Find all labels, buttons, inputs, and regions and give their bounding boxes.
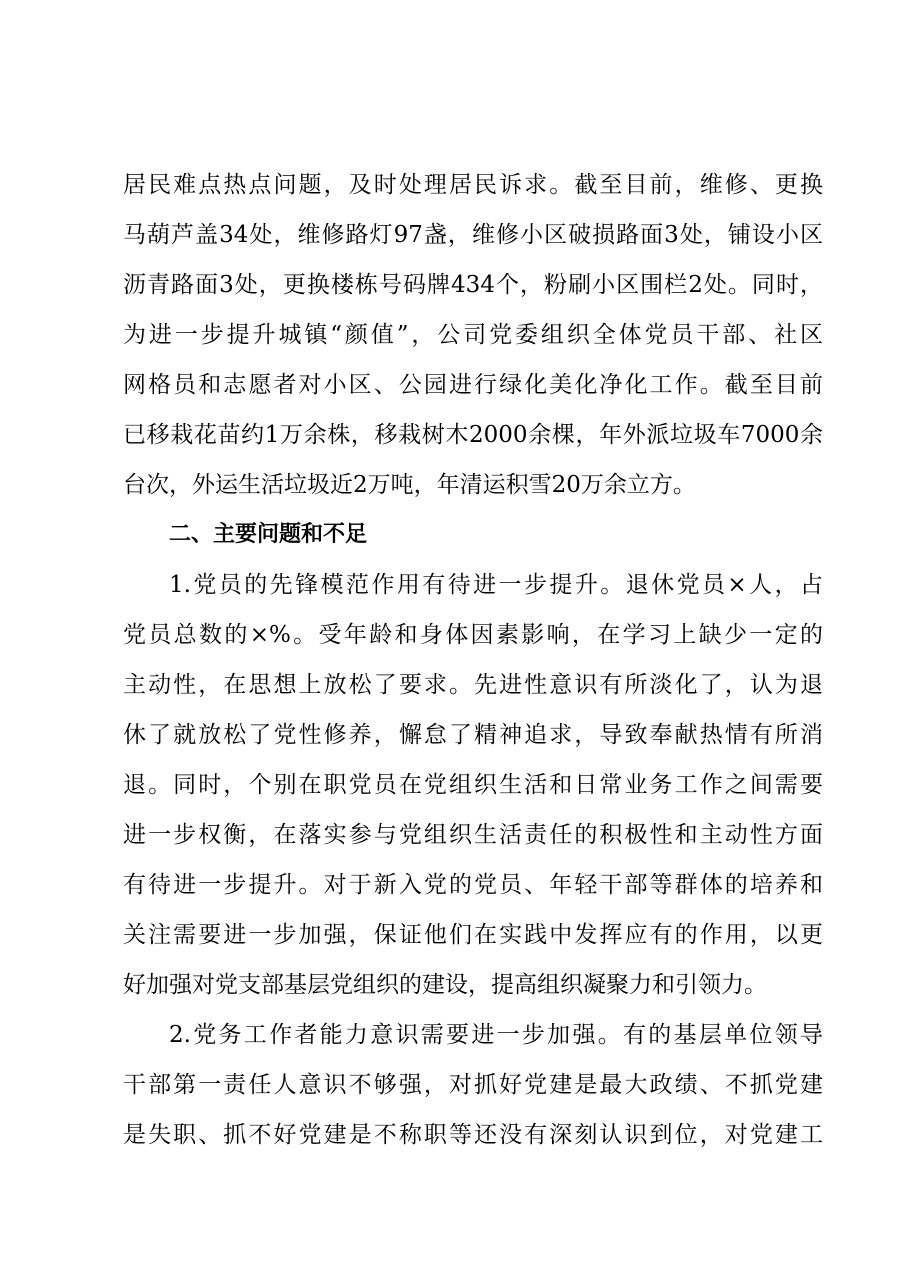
paragraph-line: 台次，外运生活垃圾近2万吨，年清运积雪20万余立方。 <box>123 472 696 498</box>
paragraph-line: 为进一步提升城镇“颜值”，公司党委组织全体党员干部、社区 <box>123 322 823 348</box>
paragraph-3 <box>123 1010 823 1160</box>
paragraph-line: 沥青路面3处，更换楼栋号码牌434个，粉刷小区围栏2处。同时， <box>123 272 823 298</box>
paragraph-line: 好加强对党支部基层党组织的建设，提高组织凝聚力和引领力。 <box>123 972 767 998</box>
paragraph-line: 1.党员的先锋模范作用有待进一步提升。退休党员×人，占 <box>169 572 823 598</box>
paragraph-line: 已移栽花苗约1万余株，移栽树木2000余棵，年外派垃圾车7000余 <box>123 422 823 448</box>
document-body <box>123 160 823 1160</box>
paragraph-line: 干部第一责任人意识不够强，对抓好党建是最大政绩、不抓党建 <box>123 1072 823 1098</box>
paragraph-line: 退。同时，个别在职党员在党组织生活和日常业务工作之间需要 <box>123 772 823 798</box>
paragraph-line: 主动性，在思想上放松了要求。先进性意识有所淡化了，认为退 <box>123 672 823 698</box>
paragraph-line: 有待进一步提升。对于新入党的党员、年轻干部等群体的培养和 <box>123 872 823 898</box>
paragraph-2 <box>123 560 823 1010</box>
paragraph-line: 关注需要进一步加强，保证他们在实践中发挥应有的作用，以更 <box>123 922 823 948</box>
paragraph-line: 2.党务工作者能力意识需要进一步加强。有的基层单位领导 <box>169 1022 823 1048</box>
paragraph-line: 休了就放松了党性修养，懈怠了精神追求，导致奉献热情有所消 <box>123 722 823 748</box>
paragraph-line: 是失职、抓不好党建是不称职等还没有深刻认识到位，对党建工 <box>123 1122 823 1148</box>
section-heading: 二、主要问题和不足 <box>169 522 368 547</box>
paragraph-line: 党员总数的×%。受年龄和身体因素影响，在学习上缺少一定的 <box>123 622 823 648</box>
paragraph-line: 马葫芦盖34处，维修路灯97盏，维修小区破损路面3处，铺设小区 <box>123 222 823 248</box>
paragraph-line: 居民难点热点问题，及时处理居民诉求。截至目前，维修、更换 <box>123 172 823 198</box>
paragraph-line: 进一步权衡，在落实参与党组织生活责任的积极性和主动性方面 <box>123 822 823 848</box>
paragraph-1 <box>123 160 823 510</box>
paragraph-line: 网格员和志愿者对小区、公园进行绿化美化净化工作。截至目前 <box>123 372 823 398</box>
